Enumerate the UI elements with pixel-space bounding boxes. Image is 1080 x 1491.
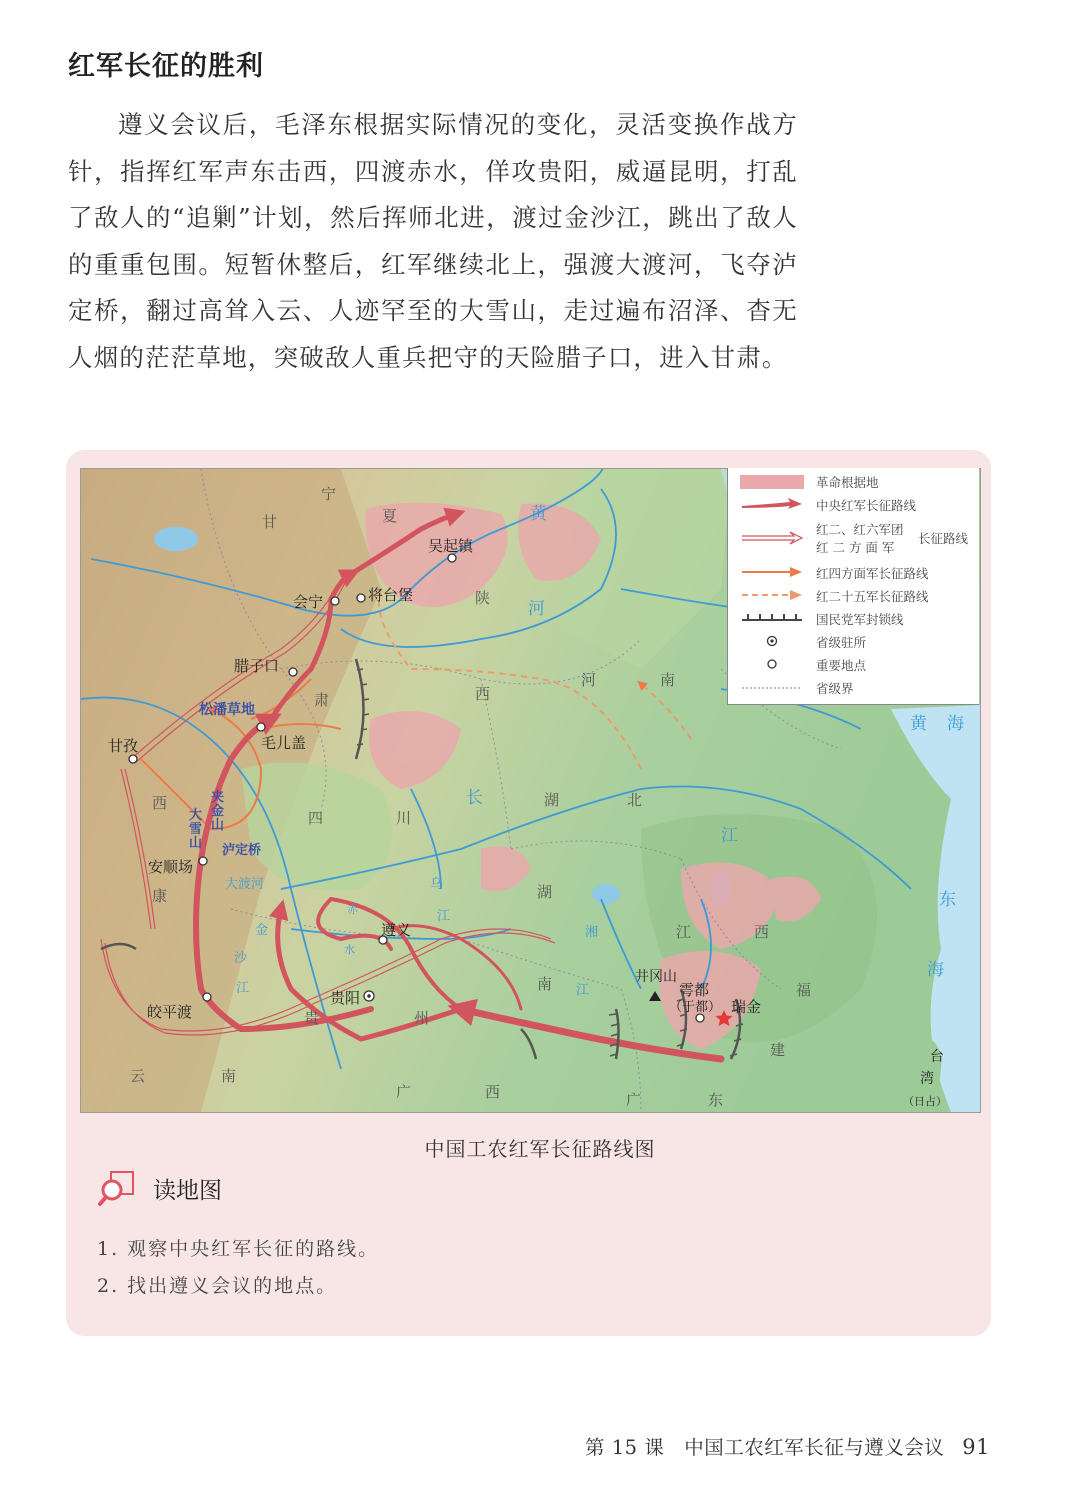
river-jiang3: 江 (236, 981, 250, 996)
label-anshunchang: 安顺场 (148, 858, 194, 876)
legend-item-central (728, 493, 979, 515)
label-wuqizhen: 吴起镇 (428, 537, 474, 555)
province-su: 肃 (314, 691, 330, 709)
label-jiangtaibu: 将台堡 (368, 586, 414, 604)
province-xi-kang: 西 (152, 794, 168, 812)
label-zunyi: 遵义 (381, 921, 412, 939)
label-taiwan-note: （日占） (903, 1095, 947, 1108)
province-shan: 陕 (475, 589, 491, 607)
legend-label: 国民党军封锁线 (816, 612, 904, 627)
province-hu: 湖 (544, 791, 560, 809)
province-zhou: 州 (414, 1009, 430, 1027)
footer-lesson: 第 15 课 中国工农红军长征与遵义会议 (585, 1436, 945, 1459)
sea-hai-east: 海 (927, 960, 944, 980)
sea-dong: 东 (939, 890, 956, 910)
legend-label: 革命根据地 (816, 475, 879, 490)
provincial-border-icon (740, 679, 804, 695)
province-xia: 夏 (382, 507, 398, 525)
label-huining: 会宁 (293, 593, 324, 611)
river-huang: 黄 (530, 504, 547, 524)
map-caption: 中国工农红军长征路线图 (424, 1137, 656, 1161)
sea-hai: 海 (947, 714, 964, 734)
legend-item-fourth (728, 561, 979, 583)
province-ning: 宁 (321, 485, 337, 503)
label-ganzi: 甘孜 (108, 737, 139, 755)
river-he: 河 (528, 599, 545, 619)
legend-label: 红 二 方 面 军 (816, 540, 895, 555)
map-legend (727, 468, 979, 705)
legend-label: 省级驻所 (816, 635, 867, 650)
province-hu-nan: 湖 (537, 883, 553, 901)
river-wujiang: 江 (437, 909, 451, 924)
page-number: 91 (962, 1435, 990, 1459)
read-map-title: 读地图 (153, 1178, 222, 1204)
province-xi: 西 (475, 685, 491, 703)
base-area-swatch (740, 475, 804, 489)
label-taiwan2: 湾 (920, 1071, 934, 1087)
legend-label: 红四方面军长征路线 (816, 566, 929, 581)
province-dong: 东 (708, 1091, 724, 1109)
page-footer (585, 1432, 990, 1460)
province-xi-guang: 西 (485, 1083, 501, 1101)
label-ludingqiao: 泸定桥 (222, 843, 262, 858)
label-jinggangshan: 井冈山 (635, 969, 677, 985)
river-chang: 长 (466, 788, 483, 808)
province-fu: 福 (796, 981, 812, 999)
province-he: 河 (581, 671, 597, 689)
river-sha: 沙 (234, 951, 248, 966)
label-maoergai: 毛儿盖 (261, 734, 307, 752)
province-guang: 广 (396, 1083, 412, 1101)
legend-item-place (728, 653, 979, 675)
legend-item-blockade (728, 607, 979, 629)
provincial-capital-icon (740, 633, 804, 649)
province-gan: 甘 (262, 513, 278, 531)
label-guiyang: 贵阳 (330, 989, 361, 1007)
province-xi-jiang: 西 (754, 923, 770, 941)
province-chuan: 川 (396, 809, 412, 827)
label-taiwan: 台 (930, 1049, 944, 1065)
river-xiangjiang: 江 (576, 983, 590, 998)
dashed-route-arrow-icon (740, 587, 804, 603)
blockade-line-icon (740, 610, 804, 626)
river-jin: 金 (255, 923, 269, 938)
question-1: 1. 观察中央红军长征的路线。 (97, 1238, 380, 1260)
read-map-magnifier-icon (98, 1168, 138, 1208)
central-route-arrow-icon (740, 496, 804, 512)
province-jiang: 江 (676, 923, 692, 941)
river-chi: 赤 (347, 903, 358, 916)
province-si: 四 (308, 809, 324, 827)
label-daxueshan: 大雪山 (189, 808, 203, 851)
legend-label: 中央红军长征路线 (816, 498, 917, 513)
label-lazikou: 腊子口 (234, 657, 280, 675)
important-place-icon (740, 656, 804, 672)
label-yudu-alt: （于都） (669, 1000, 722, 1015)
legend-item-second-sixth (728, 518, 979, 558)
legend-item-25th (728, 584, 979, 606)
province-yun: 云 (130, 1067, 146, 1085)
legend-label: 重要地点 (816, 658, 867, 673)
sea-huang: 黄 (910, 714, 927, 734)
province-kang: 康 (152, 887, 168, 905)
label-daduhe: 大渡河 (225, 877, 265, 892)
province-nan-yun: 南 (221, 1067, 237, 1085)
province-nan: 南 (660, 671, 676, 689)
legend-label: 长征路线 (918, 531, 969, 546)
legend-label: 红二十五军长征路线 (816, 589, 929, 604)
label-ruijin: 瑞金 (731, 998, 762, 1016)
body-paragraph: 遵义会议后，毛泽东根据实际情况的变化，灵活变换作战方针，指挥红军声东击西，四渡赤水，佯攻贵阳，威逼昆明，打乱了敌人的“追剿”计划，然后挥师北进，渡过金沙江，跳出了敌人的重重包围。短暂休整后，红军继续北上，强渡大渡河，飞夺泸定桥，翻过高耸入云、人迹罕至的大雪山，走过遍布沼泽、杳无人烟的茫茫草地，突破敌人重兵把守的天险腊子口，进入甘肃。 (68, 110, 798, 372)
legend-label: 红二、红六军团 (816, 522, 904, 537)
label-songpan: 松潘草地 (199, 702, 255, 718)
question-2: 2. 找出遵义会议的地点。 (97, 1275, 338, 1297)
label-jiajinshan: 夹金山 (211, 790, 225, 833)
orange-route-arrow-icon (740, 564, 804, 580)
legend-item-capital (728, 630, 979, 652)
province-bei: 北 (627, 791, 643, 809)
label-yudu: 雩都 (679, 981, 710, 999)
label-jiaopingdu: 皎平渡 (147, 1003, 193, 1021)
hollow-route-arrow-icon (740, 530, 804, 546)
river-shui: 水 (344, 943, 355, 956)
legend-label: 省级界 (816, 681, 854, 696)
province-gui: 贵 (304, 1009, 320, 1027)
river-xiang: 湘 (585, 925, 599, 940)
province-nan-hu: 南 (537, 975, 553, 993)
province-guang-dong: 广 (626, 1091, 642, 1109)
river-wu: 乌 (430, 877, 444, 892)
legend-item-base (728, 470, 979, 492)
province-jian: 建 (770, 1041, 786, 1059)
river-jiang: 江 (721, 826, 738, 846)
legend-item-border (728, 676, 979, 698)
section-heading: 红军长征的胜利 (68, 51, 264, 82)
